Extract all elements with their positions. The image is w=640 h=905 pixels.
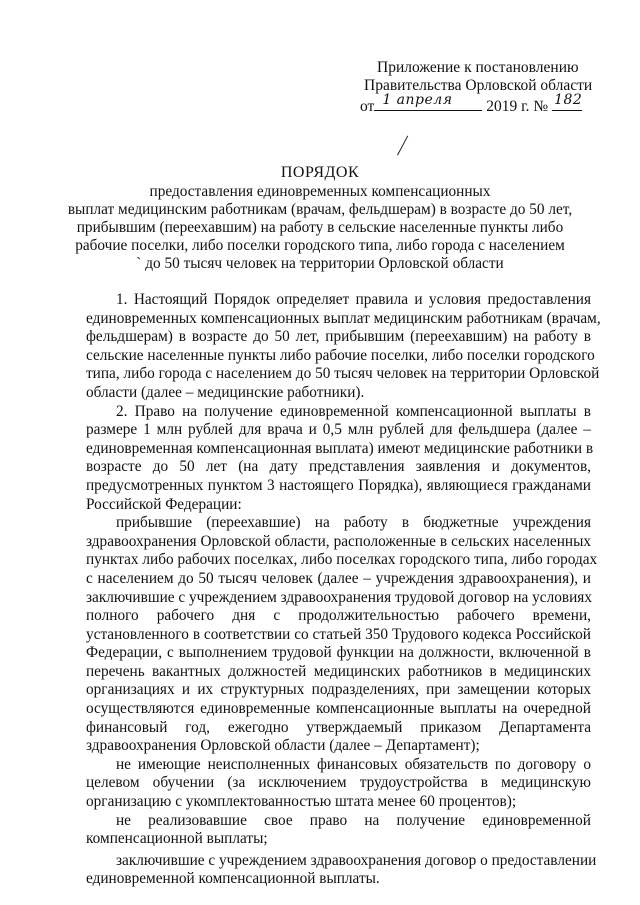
text-line: сельские населенные пункты либо рабочие поселки, либо поселки городского bbox=[86, 346, 595, 364]
paragraph-6 bbox=[86, 851, 597, 889]
text-line: здравоохранения Орловской области (далее – Департамент); bbox=[86, 737, 480, 755]
text-line: предусмотренных пунктом 3 настоящего Порядка), являющиеся гражданами bbox=[86, 476, 591, 494]
subtitle-line: выплат медицинским работникам (врачам, фельдшерам) в возрасте до 50 лет, bbox=[67, 201, 573, 218]
appendix-header bbox=[360, 59, 610, 116]
text-line: финансовый год, ежегодно утверждаемый приказом Департамента bbox=[86, 718, 591, 736]
text-line: перечень вакантных должностей медицинских работников в медицинских bbox=[86, 662, 591, 680]
text-line: фельдшерам) в возрасте до 50 лет, прибывшим (переехавшим) на работу в bbox=[86, 328, 591, 346]
paragraph-1 bbox=[86, 291, 601, 403]
subtitle-line: рабочие поселки, либо поселки городского типа, либо города с населением bbox=[75, 237, 565, 254]
document-body bbox=[86, 291, 601, 889]
subtitle-line: прибывшим (переехавшим) на работу в сельские населенные пункты либо bbox=[76, 219, 564, 236]
text-line: пунктах либо рабочих поселках, либо поселках городского типа, либо городах bbox=[86, 551, 598, 569]
text-line: целевом обучении (за исключением трудоустройства в медицинскую bbox=[86, 774, 591, 792]
handwritten-stroke bbox=[397, 136, 410, 157]
appendix-line-2: Правительства Орловской области bbox=[364, 77, 593, 94]
text-line: типа, либо города с населением до 50 тысяч человек на территории Орловской bbox=[86, 365, 600, 383]
text-line: области (далее – медицинские работники). bbox=[86, 383, 365, 401]
text-line: 2. Право на получение единовременной компенсационной выплаты в bbox=[116, 402, 591, 420]
text-line: не реализовавшие свое право на получение единовременной bbox=[116, 811, 591, 829]
subtitle-line: ` до 50 тысяч человек на территории Орловской области bbox=[136, 255, 504, 272]
text-line: организацию с укомплектованностью штата менее 60 процентов); bbox=[86, 793, 517, 811]
date-year-label: 2019 г. № bbox=[486, 98, 549, 115]
paragraph-4 bbox=[86, 756, 591, 812]
paragraph-5 bbox=[86, 812, 591, 849]
text-line: заключившие с учреждением здравоохранения трудовой договор на условиях bbox=[86, 588, 592, 606]
document-subtitle bbox=[0, 183, 640, 273]
number-blank bbox=[552, 92, 583, 111]
text-line: полного рабочего дня с продолжительностью рабочего времени, bbox=[86, 607, 591, 625]
text-line: организациях и их структурных подразделениях, при замещении которых bbox=[86, 681, 591, 699]
paragraph-2 bbox=[86, 402, 594, 515]
text-line: возрасте до 50 лет (на дату представления заявления и документов, bbox=[86, 458, 591, 476]
text-line: 1. Настоящий Порядок определяет правила и условия предоставления bbox=[116, 291, 591, 308]
text-line: размере 1 млн рублей для врача и 0,5 млн рублей для фельдшера (далее – bbox=[86, 421, 591, 439]
text-line: прибывшие (переехавшие) на работу в бюджетные учреждения bbox=[116, 514, 591, 532]
text-line: Российской Федерации: bbox=[86, 495, 242, 513]
appendix-line-1: Приложение к постановлению bbox=[377, 59, 579, 76]
text-line: осуществляются единовременные компенсационные выплаты на очередной bbox=[86, 700, 591, 718]
text-line: не имеющие неисполненных финансовых обязательств по договору о bbox=[116, 755, 591, 773]
text-line: здравоохранения Орловской области, расположенные в сельских населенных bbox=[86, 532, 591, 550]
text-line: единовременная компенсационная выплата) имеют медицинские работники в bbox=[86, 439, 594, 457]
text-line: компенсационной выплаты; bbox=[86, 830, 268, 848]
date-prefix: от bbox=[360, 98, 375, 115]
handwritten-date: 1 апреля bbox=[382, 92, 453, 108]
text-line: единовременной компенсационной выплаты. bbox=[86, 870, 380, 888]
appendix-date-line bbox=[360, 92, 610, 116]
paragraph-3 bbox=[86, 514, 598, 756]
subtitle-line: предоставления единовременных компенсационных bbox=[149, 183, 491, 200]
document-title: ПОРЯДОК bbox=[280, 164, 360, 181]
text-line: единовременных компенсационных выплат медицинским работникам (врачам, bbox=[86, 309, 601, 327]
date-blank bbox=[374, 92, 482, 111]
text-line: Федерации, с выполнением трудовой функции на должности, включенной в bbox=[86, 644, 591, 662]
handwritten-number: 182 bbox=[554, 92, 583, 108]
text-line: установленного в соответствии со статьей 350 Трудового кодекса Российской bbox=[86, 625, 591, 643]
text-line: с населением до 50 тысяч человек (далее – учреждения здравоохранения), и bbox=[86, 569, 591, 587]
text-line: заключившие с учреждением здравоохранения договор о предоставлении bbox=[116, 851, 597, 869]
